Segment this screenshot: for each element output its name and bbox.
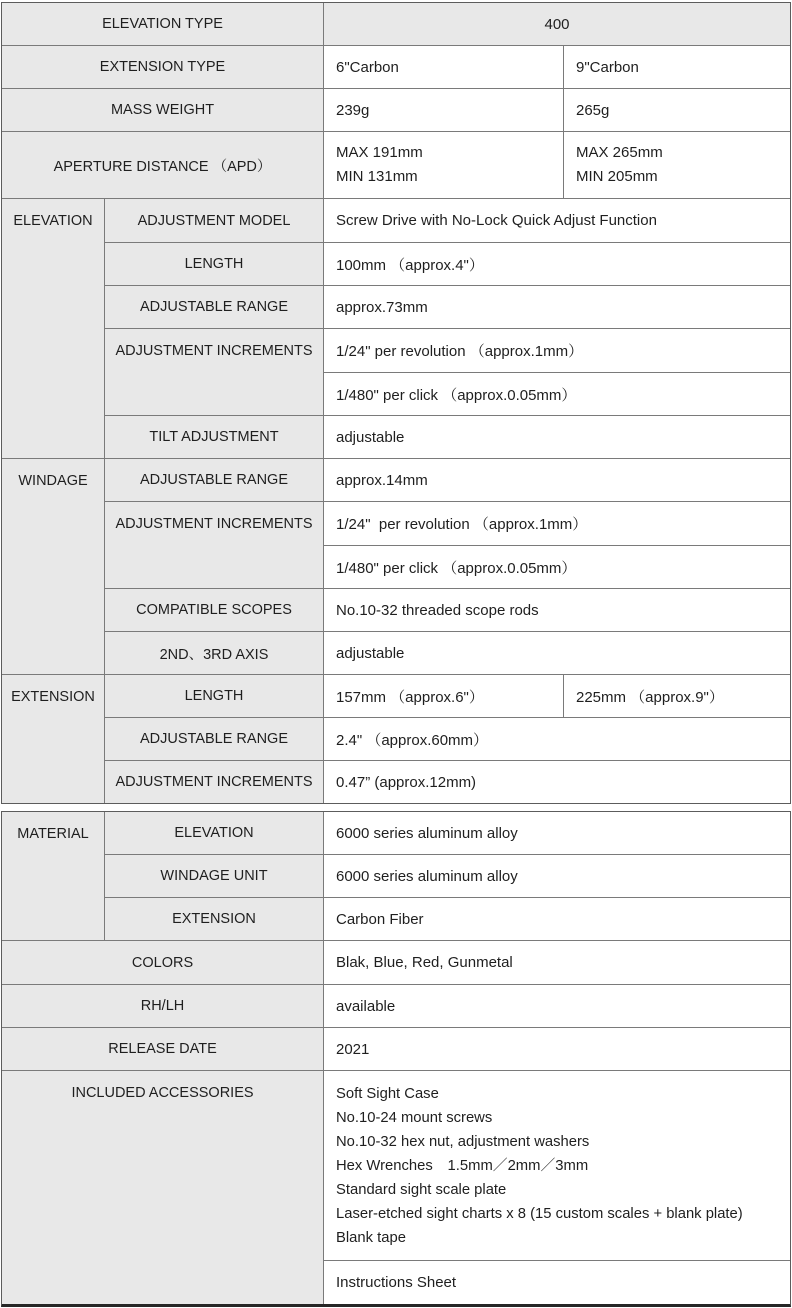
value-windage-adjustable-range: approx.14mm <box>324 459 790 502</box>
value-material-elevation: 6000 series aluminum alloy <box>324 812 790 855</box>
section-label-windage: WINDAGE <box>2 459 105 675</box>
value-extension-type-9: 9"Carbon <box>564 46 790 89</box>
row-label-extension-adjustment-increments: ADJUSTMENT INCREMENTS <box>105 761 324 803</box>
row-label-release-date: RELEASE DATE <box>2 1028 324 1071</box>
accessory-item: Laser-etched sight charts x 8 (15 custom scales + blank plate) <box>336 1205 743 1222</box>
value-windage-increment-revolution: 1/24" per revolution （approx.1mm） <box>324 502 790 546</box>
row-label-material-extension: EXTENSION <box>105 898 324 941</box>
value-rh-lh: available <box>324 985 790 1028</box>
row-label-included-accessories: INCLUDED ACCESSORIES <box>2 1071 324 1304</box>
value-material-windage-unit: 6000 series aluminum alloy <box>324 855 790 898</box>
spec-table-main <box>1 2 791 804</box>
row-label-compatible-scopes: COMPATIBLE SCOPES <box>105 589 324 632</box>
section-label-elevation: ELEVATION <box>2 199 105 459</box>
row-label-material-windage-unit: WINDAGE UNIT <box>105 855 324 898</box>
value-instructions-sheet: Instructions Sheet <box>324 1261 790 1304</box>
section-label-extension: EXTENSION <box>2 675 105 803</box>
accessory-item: No.10-32 hex nut, adjustment washers <box>336 1133 590 1150</box>
value-elevation-adjustable-range: approx.73mm <box>324 286 790 329</box>
value-extension-length-6: 157mm （approx.6"） <box>324 675 564 718</box>
value-release-date: 2021 <box>324 1028 790 1071</box>
row-label-rh-lh: RH/LH <box>2 985 324 1028</box>
value-extension-length-9: 225mm （approx.9"） <box>564 675 790 718</box>
value-mass-weight-9: 265g <box>564 89 790 132</box>
row-label-mass-weight: MASS WEIGHT <box>2 89 324 132</box>
row-label-elevation-adjustment-increments: ADJUSTMENT INCREMENTS <box>105 329 324 416</box>
row-label-elevation-length: LENGTH <box>105 243 324 286</box>
row-label-aperture-distance: APERTURE DISTANCE （APD） <box>2 132 324 199</box>
accessory-item: No.10-24 mount screws <box>336 1109 493 1126</box>
value-extension-adjustment-increments: 0.47” (approx.12mm) <box>324 761 790 803</box>
value-elevation-adjustment-model: Screw Drive with No-Lock Quick Adjust Function <box>324 199 790 243</box>
value-elevation-increment-click: 1/480" per click （approx.0.05mm） <box>324 373 790 416</box>
row-label-2nd-3rd-axis: 2ND、3RD AXIS <box>105 632 324 675</box>
value-elevation-length: 100mm （approx.4"） <box>324 243 790 286</box>
value-mass-weight-6: 239g <box>324 89 564 132</box>
accessory-item: Standard sight scale plate <box>336 1181 507 1198</box>
row-label-tilt-adjustment: TILT ADJUSTMENT <box>105 416 324 459</box>
row-label-elevation-type: ELEVATION TYPE <box>2 3 324 46</box>
value-material-extension: Carbon Fiber <box>324 898 790 941</box>
row-label-colors: COLORS <box>2 941 324 985</box>
row-label-windage-adjustment-increments: ADJUSTMENT INCREMENTS <box>105 502 324 589</box>
spec-table-secondary <box>1 811 791 1307</box>
accessory-item: Soft Sight Case <box>336 1085 439 1102</box>
value-aperture-distance-6 <box>324 132 564 199</box>
value-colors: Blak, Blue, Red, Gunmetal <box>324 941 790 985</box>
accessory-item: Hex Wrenches 1.5mm／2mm／3mm <box>336 1157 589 1174</box>
value-compatible-scopes: No.10-32 threaded scope rods <box>324 589 790 632</box>
value-2nd-3rd-axis: adjustable <box>324 632 790 675</box>
apd-9-max: MAX 265mm <box>576 144 663 161</box>
row-label-elevation-adjustable-range: ADJUSTABLE RANGE <box>105 286 324 329</box>
value-tilt-adjustment: adjustable <box>324 416 790 459</box>
apd-9-min: MIN 205mm <box>576 168 658 185</box>
row-label-extension-length: LENGTH <box>105 675 324 718</box>
section-label-material: MATERIAL <box>2 812 105 941</box>
apd-6-max: MAX 191mm <box>336 144 423 161</box>
value-included-accessories-list <box>324 1071 790 1261</box>
value-elevation-increment-revolution: 1/24" per revolution （approx.1mm） <box>324 329 790 373</box>
value-extension-adjustable-range: 2.4" （approx.60mm） <box>324 718 790 761</box>
row-label-elevation-adjustment-model: ADJUSTMENT MODEL <box>105 199 324 243</box>
value-aperture-distance-9 <box>564 132 790 199</box>
row-label-extension-type: EXTENSION TYPE <box>2 46 324 89</box>
value-windage-increment-click: 1/480" per click （approx.0.05mm） <box>324 546 790 589</box>
row-label-material-elevation: ELEVATION <box>105 812 324 855</box>
row-label-windage-adjustable-range: ADJUSTABLE RANGE <box>105 459 324 502</box>
row-label-extension-adjustable-range: ADJUSTABLE RANGE <box>105 718 324 761</box>
value-extension-type-6: 6"Carbon <box>324 46 564 89</box>
apd-6-min: MIN 131mm <box>336 168 418 185</box>
accessory-item: Blank tape <box>336 1229 406 1246</box>
value-elevation-type: 400 <box>324 3 790 46</box>
